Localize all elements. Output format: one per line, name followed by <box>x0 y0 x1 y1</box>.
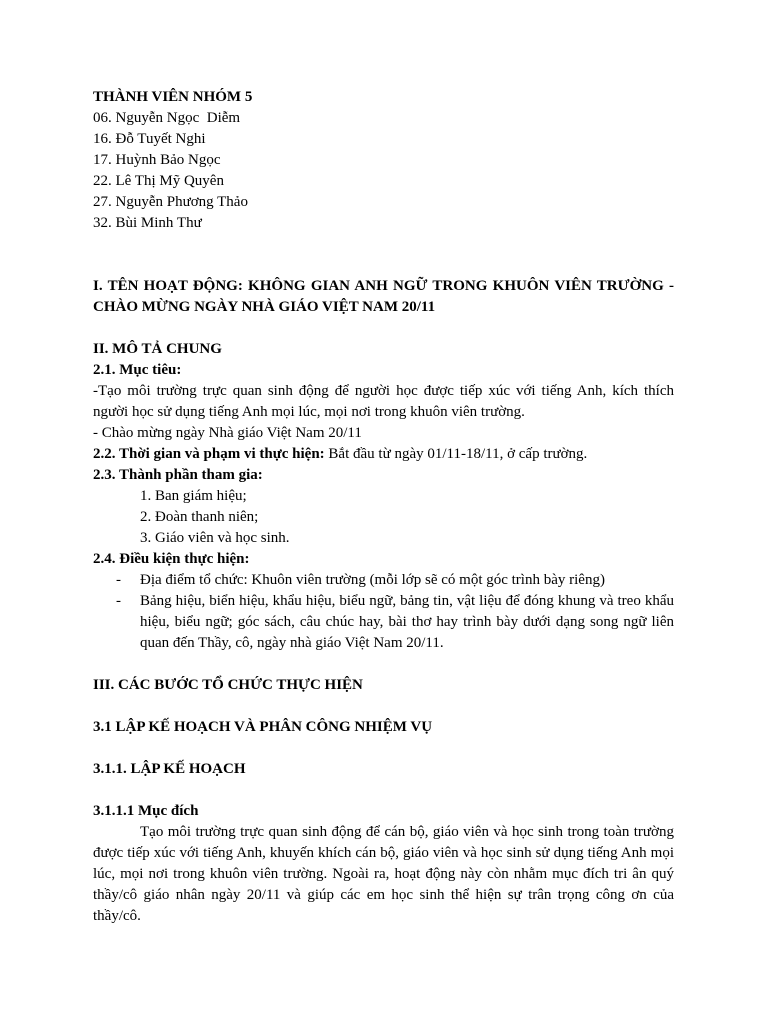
section-3-title: III. CÁC BƯỚC TỔ CHỨC THỰC HIỆN <box>93 677 363 693</box>
condition-text: Bảng hiệu, biển hiệu, khẩu hiệu, biểu ngữ, bảng tin, vật liệu để đóng khung và treo khẩu hiệu, biểu ngữ; góc sách, câu chúc hay, bài thơ hay trình bày dưới dạng song ngữ liên quan đến Thầy, cô, ngày nhà giáo Việt Nam 20/11. <box>140 593 678 651</box>
participant-item: 3. Giáo viên và học sinh. <box>140 530 290 546</box>
condition-item <box>93 591 678 654</box>
subsection-3-1-1-title: 3.1.1. LẬP KẾ HOẠCH <box>93 761 246 777</box>
member-item: 22. Lê Thị Mỹ Quyên <box>93 173 224 189</box>
participant-item: 1. Ban giám hiệu; <box>140 488 247 504</box>
member-item: 32. Bùi Minh Thư <box>93 215 202 231</box>
member-item: 17. Huỳnh Bảo Ngọc <box>93 152 221 168</box>
participants-heading: 2.3. Thành phần tham gia: <box>93 467 263 483</box>
section-1-title: I. TÊN HOẠT ĐỘNG: KHÔNG GIAN ANH NGỮ TRONG KHUÔN VIÊN TRƯỜNG - CHÀO MỪNG NGÀY NHÀ GIÁO VIỆT NAM 20/11 <box>93 278 678 315</box>
condition-item <box>93 570 674 591</box>
goal-line: - Chào mừng ngày Nhà giáo Việt Nam 20/11 <box>93 425 362 441</box>
goal-line: -Tạo môi trường trực quan sinh động để người học được tiếp xúc với tiếng Anh, kích thích người học sử dụng tiếng Anh mọi lúc, mọi nơi trong khuôn viên trường. <box>93 383 678 420</box>
member-item: 16. Đỗ Tuyết Nghi <box>93 131 206 147</box>
member-item: 27. Nguyễn Phương Thảo <box>93 194 248 210</box>
subsection-3-1-title: 3.1 LẬP KẾ HOẠCH VÀ PHÂN CÔNG NHIỆM VỤ <box>93 719 433 735</box>
section-2-title: II. MÔ TẢ CHUNG <box>93 341 222 357</box>
purpose-paragraph: Tạo môi trường trực quan sinh động để cán bộ, giáo viên và học sinh trong toàn trường được tiếp xúc với tiếng Anh, khuyến khích cán bộ, giáo viên và học sinh sử dụng tiếng Anh mọi lúc, mọi nơi trong khuôn viên trường. Ngoài ra, hoạt động này còn nhằm mục đích tri ân quý thầy/cô giáo nhân ngày 20/11 và giúp các em học sinh thể hiện sự trân trọng công ơn của thầy/cô. <box>93 824 678 924</box>
members-heading: THÀNH VIÊN NHÓM 5 <box>93 89 253 105</box>
participant-item: 2. Đoàn thanh niên; <box>140 509 259 525</box>
document-body <box>93 87 678 927</box>
time-text: Bắt đầu từ ngày 01/11-18/11, ở cấp trường. <box>324 446 588 462</box>
dash-bullet: - <box>116 572 121 588</box>
dash-bullet: - <box>116 593 121 609</box>
member-item: 06. Nguyễn Ngọc Diễm <box>93 110 241 126</box>
time-scope-line <box>93 444 674 465</box>
conditions-heading: 2.4. Điều kiện thực hiện: <box>93 551 250 567</box>
goal-heading: 2.1. Mục tiêu: <box>93 362 182 378</box>
subsection-3-1-1-1-title: 3.1.1.1 Mục đích <box>93 803 199 819</box>
condition-text: Địa điểm tổ chức: Khuôn viên trường (mỗi lớp sẽ có một góc trình bày riêng) <box>140 572 605 588</box>
time-heading: 2.2. Thời gian và phạm vi thực hiện: <box>93 446 325 462</box>
